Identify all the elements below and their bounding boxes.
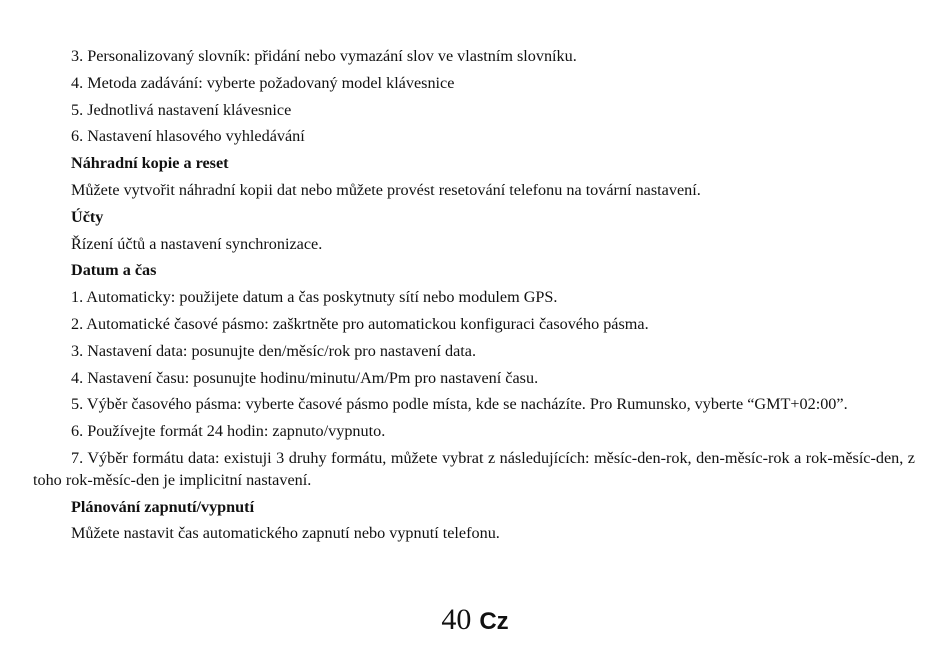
page-number: 40: [441, 603, 472, 636]
datetime-item-5: 5. Výběr časového pásma: vyberte časové pásmo podle místa, kde se nacházíte. Pro Rumunsko, vyberte “GMT+02:00”.: [71, 395, 848, 414]
datetime-item-1: 1. Automaticky: použijete datum a čas poskytnuty sítí nebo modulem GPS.: [71, 288, 558, 307]
text-line: 6. Nastavení hlasového vyhledávání: [71, 127, 305, 146]
language-tag: Cz: [479, 608, 509, 635]
datetime-item-2: 2. Automatické časové pásmo: zaškrtněte pro automatickou konfiguraci časového pásma.: [71, 314, 649, 333]
text-line: 5. Jednotlivá nastavení klávesnice: [71, 100, 292, 119]
datetime-item-3: 3. Nastavení data: posunujte den/měsíc/rok pro nastavení data.: [71, 341, 477, 360]
section-heading-backup: Náhradní kopie a reset: [71, 154, 229, 173]
page-content: [33, 43, 915, 547]
section-heading-accounts: Účty: [71, 207, 104, 226]
section-text-backup: Můžete vytvořit náhradní kopii dat nebo můžete provést resetování telefonu na tovární nastavení.: [71, 180, 701, 199]
section-heading-datetime: Datum a čas: [71, 261, 157, 280]
datetime-item-7: 7. Výběr formátu data: existuji 3 druhy formátu, můžete vybrat z následujících: měsíc-den-rok, den-měsíc-rok a rok-měsíc-den, z toho rok-měsíc-den je implicitní nastavení.: [33, 448, 915, 490]
text-line: 3. Personalizovaný slovník: přidání nebo vymazání slov ve vlastním slovníku.: [71, 47, 577, 65]
section-text-schedule: Můžete nastavit čas automatického zapnutí nebo vypnutí telefonu.: [71, 524, 500, 543]
page-footer: [0, 603, 950, 643]
text-line: 4. Metoda zadávání: vyberte požadovaný model klávesnice: [71, 73, 455, 92]
datetime-item-4: 4. Nastavení času: posunujte hodinu/minutu/Am/Pm pro nastavení času.: [71, 368, 539, 387]
section-text-accounts: Řízení účtů a nastavení synchronizace.: [71, 234, 323, 253]
datetime-item-6: 6. Používejte formát 24 hodin: zapnuto/vypnuto.: [71, 421, 386, 440]
section-heading-schedule: Plánování zapnutí/vypnutí: [71, 497, 255, 516]
